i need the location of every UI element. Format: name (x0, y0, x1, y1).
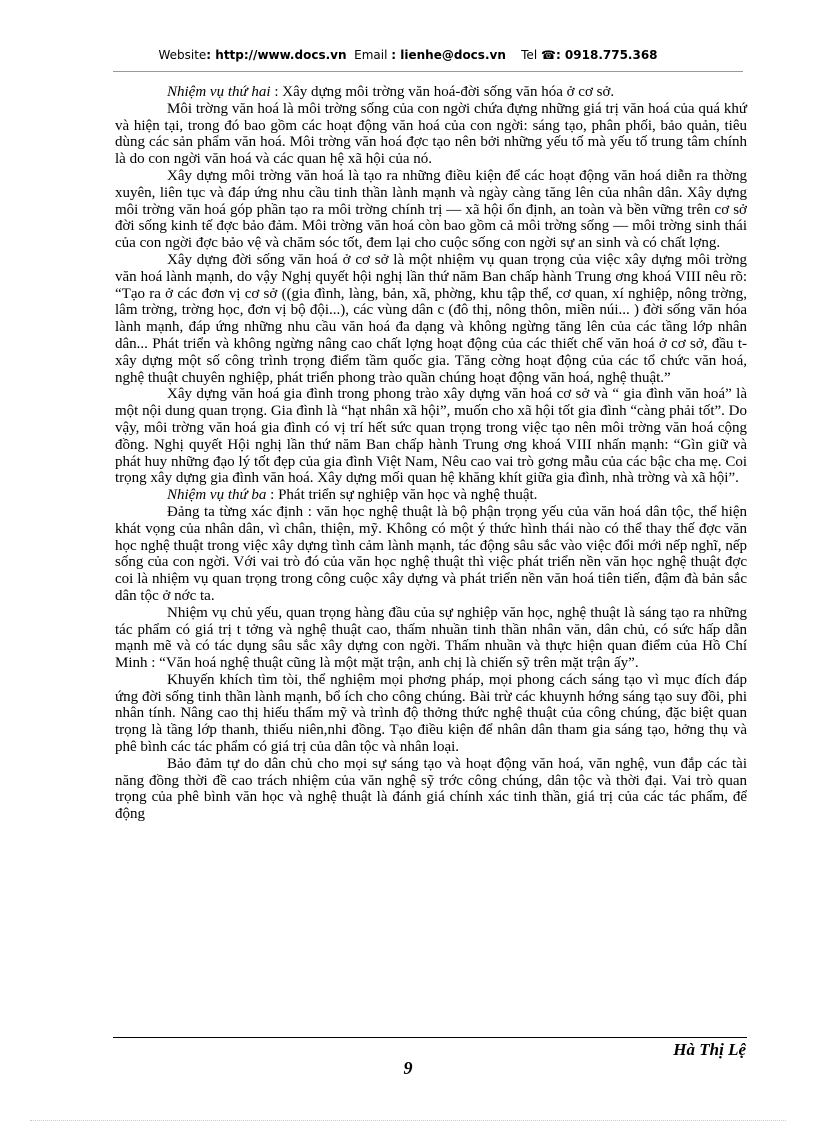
tel-value: : 0918.775.368 (555, 48, 658, 62)
paragraph: Môi trờng văn hoá là môi trờng sống của con ngời chứa đựng những giá trị văn hoá của quá khứ và hiện tại, trong đó bao gồm các hoạt động văn hoá của con ngời: sáng tạo, phân phối, bảo quản, tiêu dùng các sản phẩm văn hoá. Môi trờng văn hoá đợc tạo nên bởi những yếu tố mà yếu tố trung tâm chính là do con ngời văn hoá và các quan hệ xã hội của nó. (115, 100, 747, 168)
footer-author: Hà Thị Lệ (673, 1040, 746, 1059)
header-divider (113, 71, 743, 72)
tel-label: Tel (521, 48, 538, 62)
page-number: 9 (403, 1058, 413, 1078)
task-three-label: Nhiệm vụ thứ ba (167, 487, 267, 504)
paragraph-task-three: Nhiệm vụ thứ ba : Phát triển sự nghiệp văn học và nghệ thuật. (167, 487, 538, 504)
page-header (0, 48, 816, 62)
website-value: : http://www.docs.vn (206, 48, 347, 62)
task-two-label: Nhiệm vụ thứ hai (167, 84, 271, 100)
paragraph: Xây dựng văn hoá gia đình trong phong trào xây dựng văn hoá cơ sở và “ gia đình văn hoá” là một nội dung quan trọng. Gia đình là “hạt nhân xã hội”, muốn cho xã hội tốt gia đình “càng phải tốt”. Do vậy, môi trờng văn hoá gia đình có vị trí hết sức quan trọng trong việc tạo nên môi trờng văn hoá cộng đồng. Nghị quyết Hội nghị lần thứ năm Ban chấp hành Trung ơng khoá VIII nhấn mạnh: “Gìn giữ và phát huy những đạo lý tốt đẹp của gia đình Việt Nam, Nêu cao vai trò gơng mẫu của các bậc cha mẹ. Coi trọng xây dựng gia đình văn hoá. Xây dựng mối quan hệ khăng khít giữa gia đình, nhà trờng và xã hội”. (115, 386, 747, 487)
paragraph: Xây dựng đời sống văn hoá ở cơ sở là một nhiệm vụ quan trọng của việc xây dựng môi trờng văn hoá lành mạnh, do vậy Nghị quyết hội nghị lần thứ năm Ban chấp hành Trung ơng khoá VIII nêu rõ: “Tạo ra ở các đơn vị cơ sở ((gia đình, làng, bản, xã, phờng, khu tập thể, cơ quan, xí nghiệp, nông trờng, lâm trờng, trờng học, đơn vị bộ đội...), các vùng dân c (đô thị, nông thôn, miền núi... ) đời sống văn hóa lành mạnh, đáp ứng những nhu cầu văn hoá đa dạng và không ngừng tăng lên của các tầng lớp nhân dân... Phát triển và không ngừng nâng cao chất lợng hoạt động của các thiết chế văn hoá ở cơ sở, đầu t xây dựng một số công trình trọng điểm tầm quốc gia. Tăng cờng hoạt động của các tổ chức văn hoá, nghệ thuật chuyên nghiệp, phát triển phong trào quần chúng hoạt động văn hoá, nghệ thuật.” (115, 251, 747, 386)
paragraph: Bảo đảm tự do dân chủ cho mọi sự sáng tạo và hoạt động văn hoá, văn nghệ, vun đắp các tài năng đồng thời đề cao trách nhiệm của văn nghệ sỹ trớc công chúng, dân tộc và thời đại. Vai trò quan trọng của phê bình văn học và nghệ thuật là đánh giá chính xác tinh thần, giá trị của các tác phẩm, để động (115, 755, 747, 823)
telephone-icon: ☎ (540, 48, 556, 62)
footer-divider (113, 1037, 747, 1038)
page-bottom-border (30, 1120, 786, 1121)
paragraph: Xây dựng môi trờng văn hoá là tạo ra những điều kiện để các hoạt động văn hoá diễn ra thờng xuyên, liên tục và đáp ứng nhu cầu tinh thần lành mạnh và ngày càng tăng lên của nhân dân. Xây dựng môi trờng văn hoá góp phần tạo ra môi trờng chính trị — xã hội ổn định, an toàn và bền vững trên cơ sở đời sống kinh tế đợc bảo đảm. Môi trờng văn hoá còn bao gồm cả môi trờng sống — môi trờng sinh thái của con ngời đợc bảo vệ và chăm sóc tốt, đem lại cho cuộc sống con ngời sự an sinh và có chất lợng. (115, 167, 747, 252)
document-body (115, 84, 747, 823)
paragraph-task-two: Nhiệm vụ thứ hai : Xây dựng môi trờng văn hoá-đời sống văn hóa ở cơ sở. (167, 84, 615, 100)
website-label: Website (158, 48, 207, 62)
paragraph: Nhiệm vụ chủ yếu, quan trọng hàng đầu của sự nghiệp văn học, nghệ thuật là sáng tạo ra những tác phẩm có giá trị t tởng và nghệ thuật cao, thấm nhuần tinh thần nhân văn, dân chủ, có sức hấp dẫn mạnh mẽ và có tác dụng sâu sắc xây dựng con ngời. Thấm nhuần và thực hiện quan điểm của Hồ Chí Minh : “Văn hoá nghệ thuật cũng là một mặt trận, anh chị là chiến sỹ trên mặt trận ấy”. (115, 604, 747, 672)
paragraph: Khuyến khích tìm tòi, thể nghiệm mọi phơng pháp, mọi phong cách sáng tạo vì mục đích đáp ứng đời sống tinh thần lành mạnh, bổ ích cho công chúng. Bài trừ các khuynh hớng sáng tạo suy đồi, phi nhân tính. Nâng cao thị hiếu thẩm mỹ và trình độ thởng thức nghệ thuật của công chúng, đặc biệt quan trọng là tầng lớp thanh, thiếu niên,nhi đồng. Tạo điều kiện để nhân dân tham gia sáng tạo, hởng thụ và phê bình các tác phẩm có giá trị của dân tộc và nhân loại. (115, 671, 747, 756)
email-label: Email (354, 48, 388, 62)
paragraph: Đảng ta từng xác định : văn học nghệ thuật là bộ phận trọng yếu của văn hoá dân tộc, thể hiện khát vọng của nhân dân, vì chân, thiện, mỹ. Không có một ý thức hình thái nào có thể thay thế đợc văn học nghệ thuật trong việc xây dựng tình cảm lành mạnh, tác động sâu sắc vào việc đổi mới nếp nghĩ, nếp sống của con ngời. Với vai trò đó của văn học nghệ thuật thì việc phát triển nền văn học nghệ thuật đợc coi là nhiệm vụ quan trọng trong công cuộc xây dựng và phát triển nền văn hoá tiên tiến, đậm đà bản sắc dân tộc ở nớc ta. (115, 503, 747, 604)
email-value: : lienhe@docs.vn (391, 48, 506, 62)
